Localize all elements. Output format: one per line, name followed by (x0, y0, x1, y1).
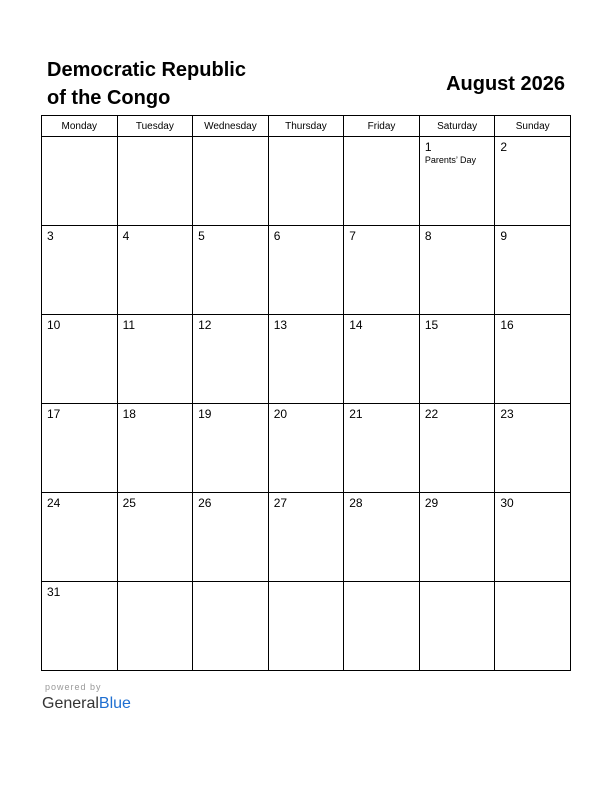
day-number: 30 (500, 496, 514, 510)
day-cell (268, 582, 344, 671)
weekday-header: Friday (344, 116, 420, 137)
day-number: 18 (122, 407, 136, 421)
day-cell (193, 137, 269, 226)
day-cell (42, 315, 118, 404)
brand-general-text: General (42, 695, 99, 712)
day-cell (268, 226, 344, 315)
day-number (193, 137, 268, 141)
month-year-title: August 2026 (446, 73, 565, 95)
brand-blue-text: Blue (98, 695, 131, 712)
day-cell (193, 582, 269, 671)
day-number: 11 (122, 318, 136, 332)
day-number: 3 (47, 229, 54, 243)
day-cell (344, 137, 420, 226)
day-number (269, 582, 344, 586)
day-number: 26 (198, 496, 212, 510)
weekday-header-row (42, 116, 571, 137)
day-number: 17 (47, 407, 61, 421)
week-row (42, 404, 571, 493)
day-cell (42, 226, 118, 315)
day-cell (495, 315, 571, 404)
day-number (420, 582, 495, 586)
day-cell (495, 493, 571, 582)
weekday-header: Monday (42, 116, 118, 137)
day-number (193, 582, 268, 586)
day-cell (268, 493, 344, 582)
day-cell (117, 493, 193, 582)
day-number: 12 (198, 318, 212, 332)
generalblue-logo[interactable] (42, 694, 131, 714)
weekday-header: Wednesday (193, 116, 269, 137)
week-row (42, 582, 571, 671)
day-number: 9 (500, 229, 508, 243)
day-cell (117, 404, 193, 493)
day-number: 8 (424, 229, 432, 243)
day-number: 4 (122, 229, 130, 243)
day-cell (268, 137, 344, 226)
day-number: 5 (198, 229, 205, 243)
day-cell (419, 137, 495, 226)
day-cell (344, 404, 420, 493)
day-number: 13 (273, 318, 288, 332)
day-cell (117, 315, 193, 404)
day-cell (495, 582, 571, 671)
day-number: 14 (349, 318, 363, 332)
day-number: 31 (47, 585, 61, 599)
day-cell (419, 493, 495, 582)
day-number: 16 (500, 318, 514, 332)
day-cell (419, 404, 495, 493)
day-number: 27 (273, 496, 288, 510)
day-cell (42, 582, 118, 671)
day-cell (193, 315, 269, 404)
day-number (495, 582, 570, 586)
day-number (118, 137, 193, 141)
day-cell (344, 493, 420, 582)
day-number: 7 (349, 229, 356, 243)
day-number: 29 (424, 496, 439, 510)
day-cell (42, 137, 118, 226)
day-number: 15 (424, 318, 439, 332)
weekday-header: Thursday (268, 116, 344, 137)
day-number (344, 137, 419, 141)
day-number (42, 137, 117, 141)
day-number: 23 (500, 407, 514, 421)
day-cell (193, 404, 269, 493)
day-number: 28 (349, 496, 363, 510)
day-number: 25 (122, 496, 136, 510)
day-number: 19 (198, 407, 212, 421)
day-number: 6 (273, 229, 281, 243)
day-cell (42, 493, 118, 582)
day-cell (344, 315, 420, 404)
day-cell (344, 582, 420, 671)
day-number (118, 582, 193, 586)
day-cell (344, 226, 420, 315)
day-cell (42, 404, 118, 493)
day-number (269, 137, 344, 141)
day-cell (193, 226, 269, 315)
country-title-line2: of the Congo (47, 87, 171, 109)
holiday-label: Parents’ Day (424, 155, 476, 165)
day-cell (419, 315, 495, 404)
day-cell (268, 404, 344, 493)
day-number (344, 582, 419, 586)
week-row (42, 493, 571, 582)
day-cell (495, 137, 571, 226)
day-cell (193, 493, 269, 582)
day-number: 22 (424, 407, 439, 421)
week-row (42, 137, 571, 226)
day-number: 20 (273, 407, 288, 421)
day-cell (495, 226, 571, 315)
day-cell (117, 137, 193, 226)
week-row (42, 315, 571, 404)
country-title (47, 56, 307, 112)
weekday-header: Sunday (495, 116, 571, 137)
weekday-header: Tuesday (117, 116, 193, 137)
calendar-grid (41, 115, 571, 671)
day-cell (495, 404, 571, 493)
day-number: 1 (424, 140, 432, 154)
weekday-header: Saturday (419, 116, 495, 137)
day-cell (117, 582, 193, 671)
day-cell (419, 582, 495, 671)
day-cell (268, 315, 344, 404)
powered-by-label: powered by (45, 682, 102, 692)
day-cell (419, 226, 495, 315)
day-number: 21 (349, 407, 363, 421)
country-title-line1: Democratic Republic (47, 59, 246, 81)
day-number: 2 (500, 140, 508, 154)
day-number: 24 (47, 496, 61, 510)
day-cell (117, 226, 193, 315)
day-number: 10 (47, 318, 61, 332)
week-row (42, 226, 571, 315)
